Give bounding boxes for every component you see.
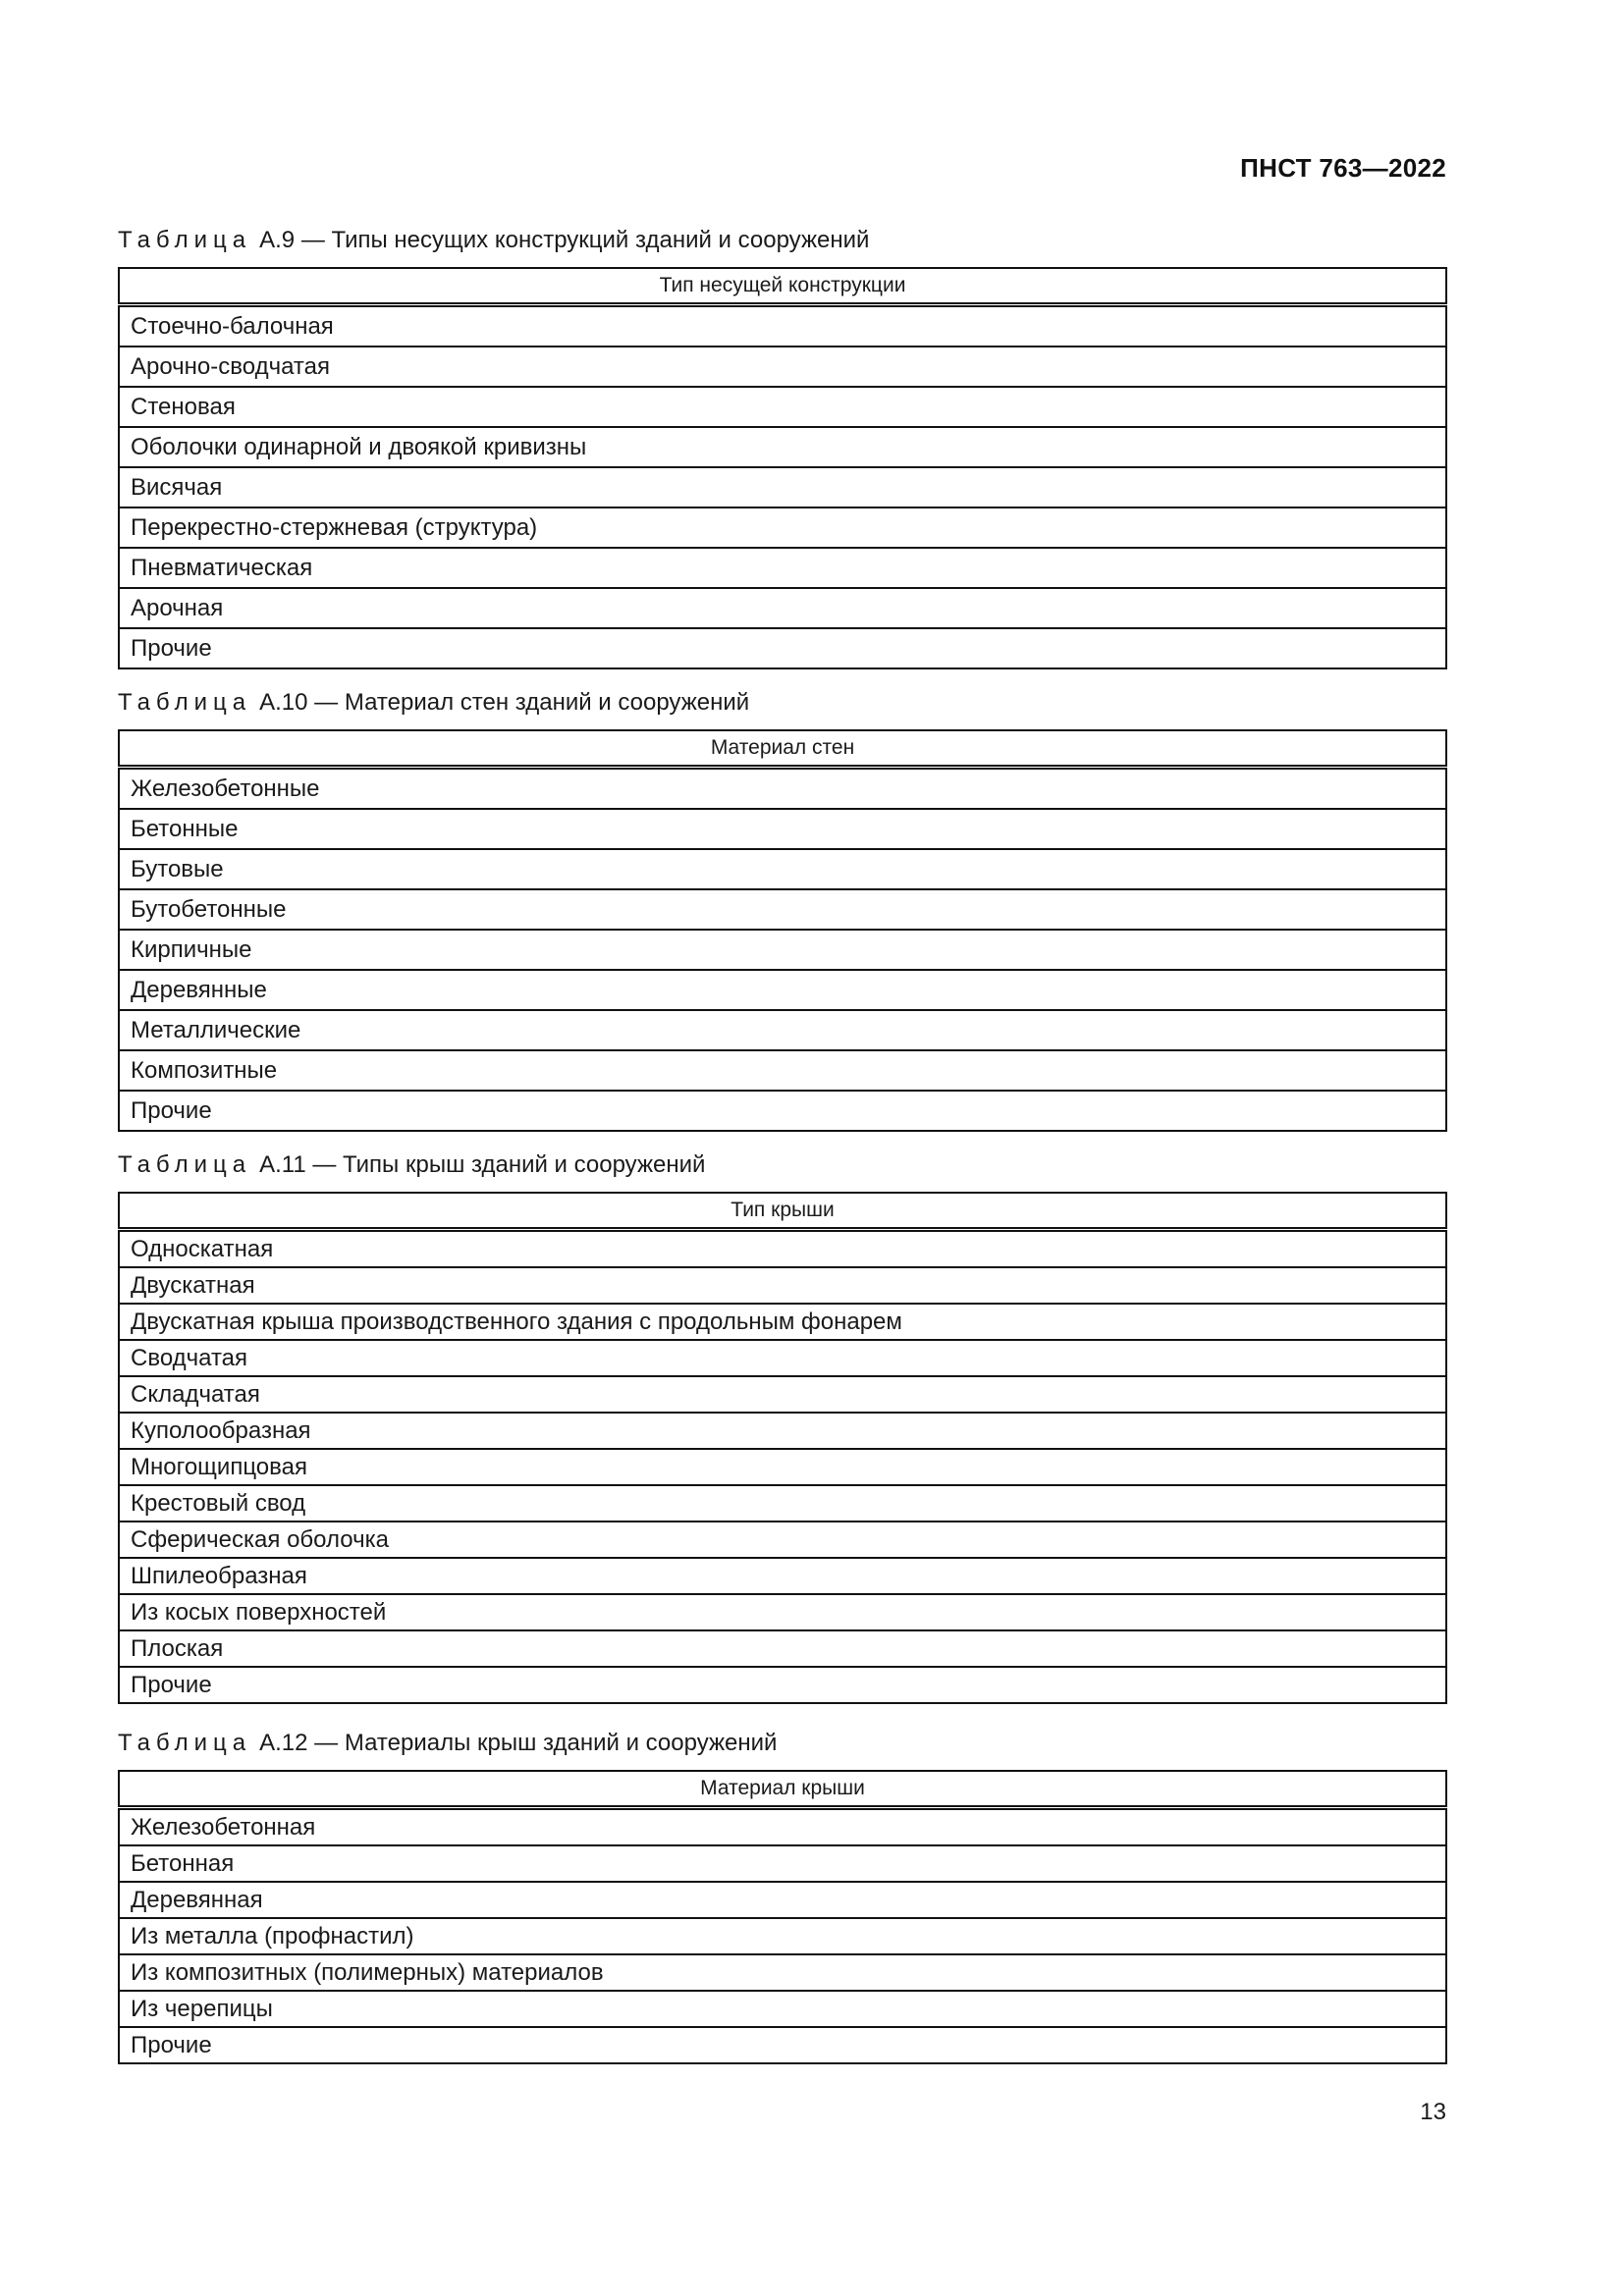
table-cell: Складчатая <box>119 1376 1446 1413</box>
table-cell: Сводчатая <box>119 1340 1446 1376</box>
table-cell: Многощипцовая <box>119 1449 1446 1485</box>
caption-title: — Материалы крыш зданий и сооружений <box>314 1730 778 1756</box>
table-row <box>119 2027 1446 2063</box>
table-caption <box>118 1730 1447 1759</box>
table-cell: Прочие <box>119 2027 1446 2063</box>
data-table <box>118 729 1447 1132</box>
table-row <box>119 628 1446 668</box>
table-cell: Плоская <box>119 1630 1446 1667</box>
table-row <box>119 1340 1446 1376</box>
table-cell: Оболочки одинарной и двоякой кривизны <box>119 427 1446 467</box>
table-row <box>119 305 1446 347</box>
table-row <box>119 1882 1446 1918</box>
table-row <box>119 1667 1446 1703</box>
table-row <box>119 930 1446 970</box>
table-row <box>119 1230 1446 1268</box>
caption-label: Таблица <box>118 1730 252 1756</box>
table-a12 <box>118 1730 1447 2064</box>
table-cell: Арочная <box>119 588 1446 628</box>
table-cell: Железобетонные <box>131 774 320 802</box>
column-header: Материал стен <box>119 730 1446 768</box>
table-a10 <box>118 689 1447 1132</box>
table-cell: Кирпичные <box>119 930 1446 970</box>
table-cell: Прочие <box>119 1091 1446 1131</box>
table-cell: Пневматическая <box>119 548 1446 588</box>
caption-number: А.9 <box>259 227 296 253</box>
table-caption <box>118 689 1447 719</box>
data-table <box>118 1770 1447 2064</box>
column-header: Тип несущей конструкции <box>119 268 1446 305</box>
table-row <box>119 1522 1446 1558</box>
table-cell: Металлические <box>119 1010 1446 1050</box>
table-row <box>119 1010 1446 1050</box>
caption-label: Таблица <box>118 227 252 253</box>
caption-number: А.12 <box>259 1730 308 1756</box>
table-cell: Двускатная крыша производственного здания с продольным фонарем <box>119 1304 1446 1340</box>
table-cell: Прочие <box>119 1667 1446 1703</box>
table-cell: Стоечно-балочная <box>131 312 334 340</box>
table-row <box>119 347 1446 387</box>
document-code: ПНСТ 763—2022 <box>1240 153 1446 183</box>
table-row <box>119 1558 1446 1594</box>
table-row <box>119 768 1446 810</box>
table-cell: Прочие <box>119 628 1446 668</box>
table-cell: Деревянная <box>119 1882 1446 1918</box>
table-cell: Крестовый свод <box>119 1485 1446 1522</box>
table-cell: Перекрестно-стержневая (структура) <box>119 507 1446 548</box>
table-row <box>119 809 1446 849</box>
table-row <box>119 1485 1446 1522</box>
table-row <box>119 1954 1446 1991</box>
table-cell: Бутобетонные <box>119 889 1446 930</box>
column-header: Тип крыши <box>119 1193 1446 1230</box>
table-row <box>119 970 1446 1010</box>
data-table <box>118 267 1447 669</box>
table-row <box>119 548 1446 588</box>
table-cell: Железобетонная <box>131 1813 316 1841</box>
table-row <box>119 889 1446 930</box>
table-row <box>119 507 1446 548</box>
table-cell: Композитные <box>119 1050 1446 1091</box>
data-table <box>118 1192 1447 1704</box>
table-row <box>119 427 1446 467</box>
table-cell: Арочно-сводчатая <box>119 347 1446 387</box>
table-row <box>119 387 1446 427</box>
caption-title: — Материал стен зданий и сооружений <box>314 689 750 716</box>
table-caption <box>118 227 1447 256</box>
table-row <box>119 849 1446 889</box>
table-row <box>119 1630 1446 1667</box>
table-row <box>119 1808 1446 1846</box>
table-row <box>119 1413 1446 1449</box>
table-row <box>119 1304 1446 1340</box>
table-cell: Бетонные <box>119 809 1446 849</box>
table-cell: Бетонная <box>119 1845 1446 1882</box>
table-caption <box>118 1151 1447 1181</box>
table-cell: Бутовые <box>119 849 1446 889</box>
table-cell: Висячая <box>119 467 1446 507</box>
table-cell: Куполообразная <box>119 1413 1446 1449</box>
page-number: 13 <box>1420 2099 1446 2125</box>
table-row <box>119 1376 1446 1413</box>
table-row <box>119 1918 1446 1954</box>
table-cell: Шпилеобразная <box>119 1558 1446 1594</box>
table-cell: Односкатная <box>131 1235 274 1262</box>
table-cell: Из косых поверхностей <box>119 1594 1446 1630</box>
caption-number: А.11 <box>259 1151 306 1178</box>
column-header: Материал крыши <box>119 1771 1446 1808</box>
table-cell: Стеновая <box>119 387 1446 427</box>
caption-title: — Типы крыш зданий и сооружений <box>312 1151 706 1178</box>
table-cell: Двускатная <box>119 1267 1446 1304</box>
table-row <box>119 1991 1446 2027</box>
table-row <box>119 1091 1446 1131</box>
table-cell: Из металла (профнастил) <box>119 1918 1446 1954</box>
caption-number: А.10 <box>259 689 308 716</box>
table-cell: Деревянные <box>119 970 1446 1010</box>
table-row <box>119 1594 1446 1630</box>
table-cell: Из композитных (полимерных) материалов <box>119 1954 1446 1991</box>
caption-label: Таблица <box>118 1151 252 1178</box>
table-cell: Из черепицы <box>119 1991 1446 2027</box>
table-a9 <box>118 227 1447 669</box>
table-row <box>119 1845 1446 1882</box>
table-row <box>119 467 1446 507</box>
caption-label: Таблица <box>118 689 252 716</box>
caption-title: — Типы несущих конструкций зданий и сооружений <box>300 227 870 253</box>
table-cell: Сферическая оболочка <box>119 1522 1446 1558</box>
table-row <box>119 1449 1446 1485</box>
table-row <box>119 1267 1446 1304</box>
table-row <box>119 1050 1446 1091</box>
table-row <box>119 588 1446 628</box>
table-a11 <box>118 1151 1447 1704</box>
